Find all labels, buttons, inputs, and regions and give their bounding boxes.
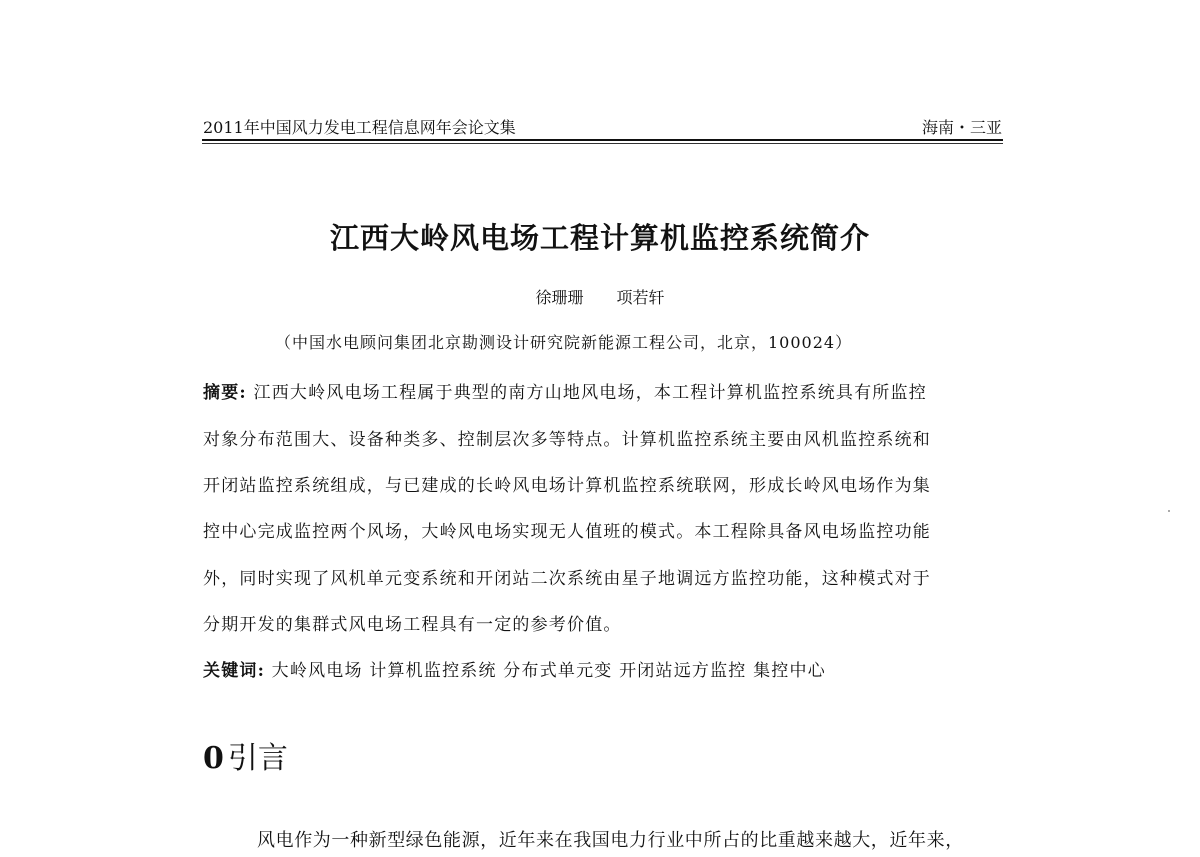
abstract-text: 江西大岭风电场工程属于典型的南方山地风电场，本工程计算机监控系统具有所监控	[246, 383, 927, 403]
section-heading	[203, 733, 288, 777]
abstract-label: 摘要:	[203, 383, 247, 403]
paper-title: 江西大岭风电场工程计算机监控系统简介	[329, 221, 870, 255]
body-paragraph-line: 风电作为一种新型绿色能源，近年来在我国电力行业中所占的比重越来越大，近年来，	[257, 830, 964, 851]
keywords-text: 大岭风电场 计算机监控系统 分布式单元变 开闭站远方监控 集控中心	[265, 661, 826, 681]
abstract-line-6: 分期开发的集群式风电场工程具有一定的参考价值。	[203, 615, 622, 635]
abstract-line-3: 开闭站监控系统组成，与已建成的长岭风电场计算机监控系统联网，形成长岭风电场作为集	[203, 476, 931, 496]
abstract-line-2: 对象分布范围大、设备种类多、控制层次多等特点。计算机监控系统主要由风机监控系统和	[203, 430, 931, 450]
abstract-line-1	[203, 378, 927, 403]
author-1: 徐珊珊	[535, 288, 584, 307]
affiliation: （中国水电顾问集团北京勘测设计研究院新能源工程公司，北京，100024）	[275, 333, 853, 352]
authors	[0, 285, 1200, 308]
running-header-right: 海南・三亚	[921, 118, 1002, 137]
keywords-line	[203, 656, 826, 681]
author-2: 项若轩	[616, 288, 665, 307]
scan-speck	[1168, 510, 1170, 512]
abstract-line-5: 外，同时实现了风机单元变系统和开闭站二次系统由星子地调远方监控功能，这种模式对于	[203, 569, 931, 589]
keywords-label: 关键词:	[203, 661, 266, 681]
section-title: 引言	[227, 741, 288, 776]
abstract-line-4: 控中心完成监控两个风场，大岭风电场实现无人值班的模式。本工程除具备风电场监控功能	[203, 522, 931, 542]
running-header-left: 2011年中国风力发电工程信息网年会论文集	[203, 118, 516, 137]
header-rule-thin	[202, 143, 1003, 144]
section-number: 0	[203, 741, 224, 776]
header-rule	[202, 139, 1003, 141]
